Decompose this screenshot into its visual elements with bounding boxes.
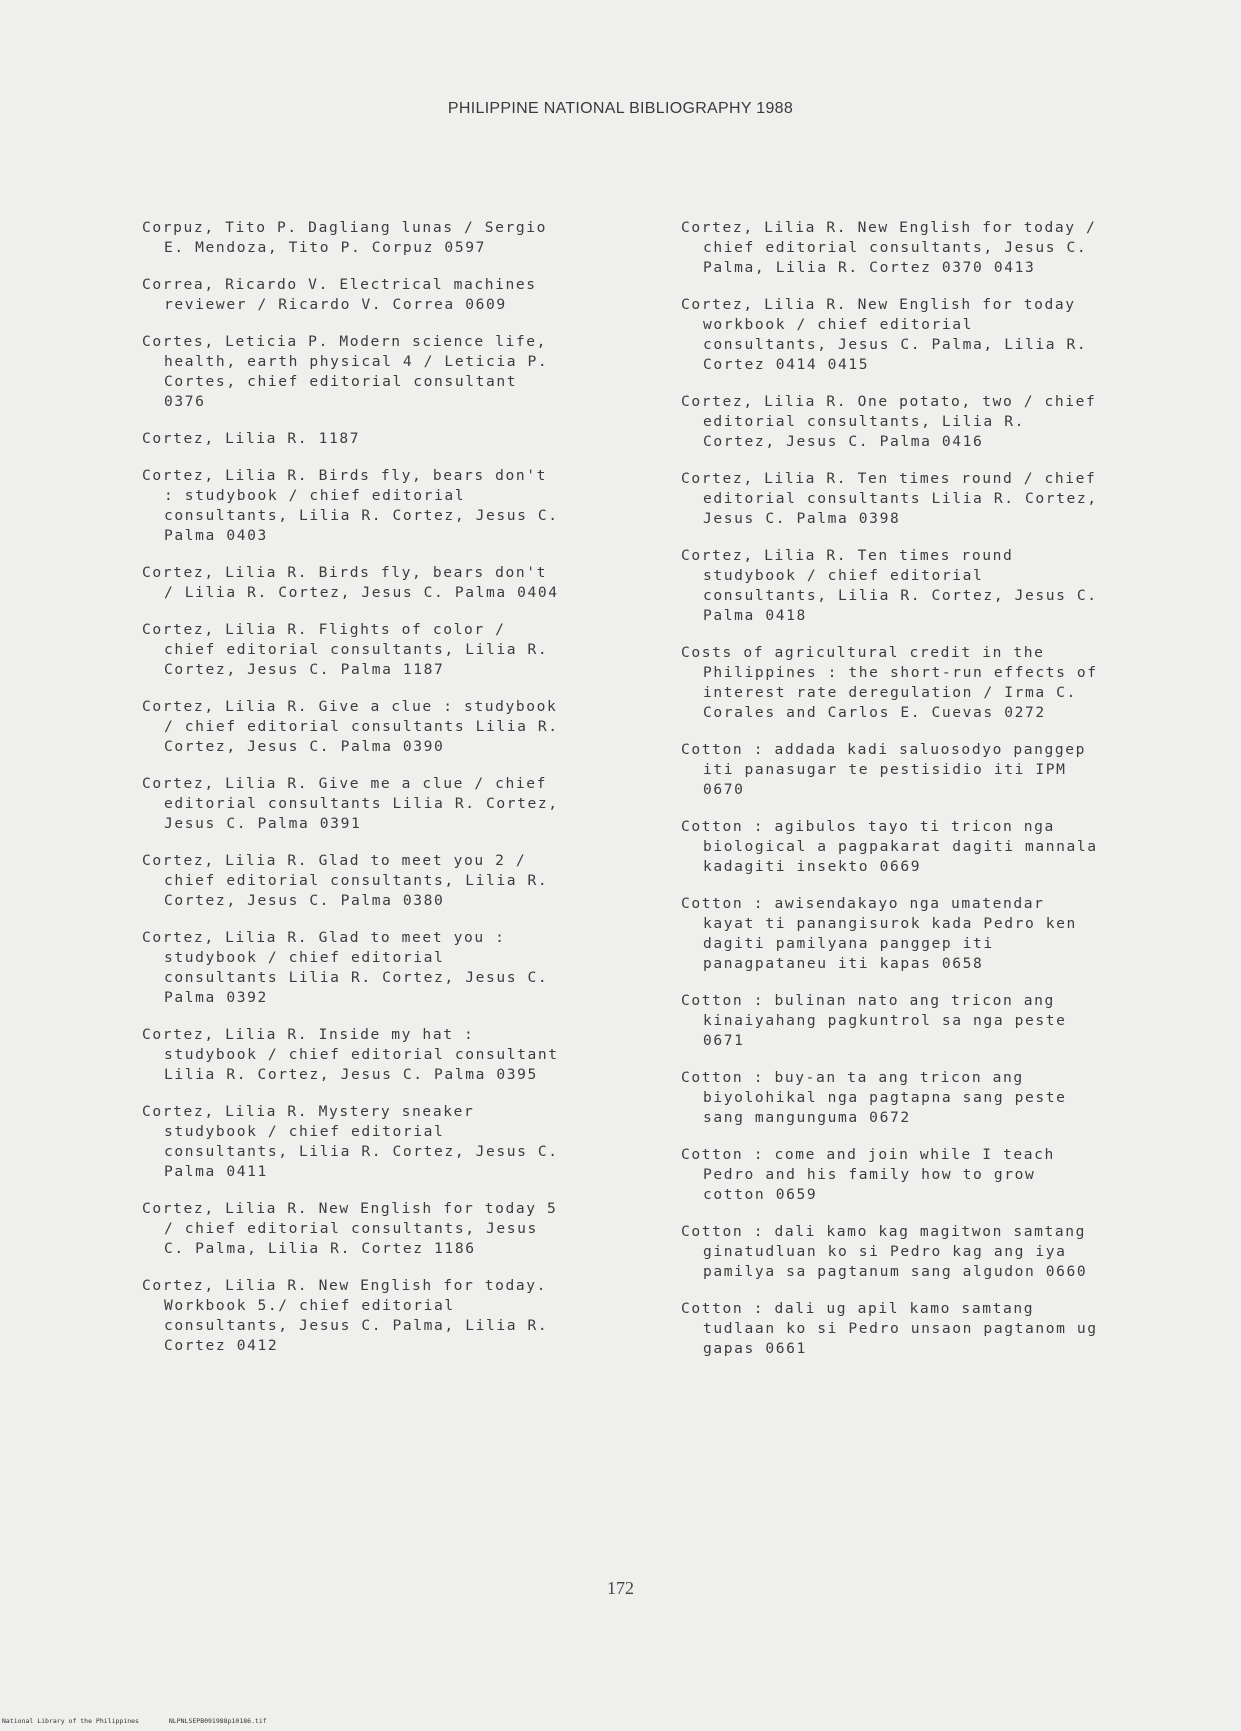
bibliography-entry: Cortez, Lilia R. One potato, two / chief editorial consultants, Lilia R. Cortez, Jesus C. Palma 0416 <box>681 393 1097 450</box>
bibliography-entry: Cortez, Lilia R. Glad to meet you : studybook / chief editorial consultants Lilia R. Cortez, Jesus C. Palma 0392 <box>142 929 549 1006</box>
left-column <box>142 218 632 1373</box>
bibliography-entry: Cotton : dali kamo kag magitwon samtang ginatudluan ko si Pedro kag ang iya pamilya sa pagtanum sang algudon 0660 <box>681 1223 1088 1280</box>
bibliography-entry: Cortez, Lilia R. New English for today. Workbook 5./ chief editorial consultants, Jesus C. Palma, Lilia R. Cortez 0412 <box>142 1277 549 1354</box>
bibliography-entry: Cortez, Lilia R. 1187 <box>142 430 361 447</box>
bibliography-entry: Cortez, Lilia R. New English for today 5 / chief editorial consultants, Jesus C. Palma, Lilia R. Cortez 1186 <box>142 1200 558 1257</box>
bibliography-entry: Cortez, Lilia R. Ten times round / chief editorial consultants Lilia R. Cortez, Jesus C. Palma 0398 <box>681 470 1098 527</box>
bibliography-entry: Cortez, Lilia R. New English for today workbook / chief editorial consultants, Jesus C. Palma, Lilia R. Cortez 0414 0415 <box>681 296 1088 373</box>
bibliography-entry: Cortez, Lilia R. New English for today / chief editorial consultants, Jesus C. Palma, Lilia R. Cortez 0370 0413 <box>681 219 1097 276</box>
bibliography-entry: Cortez, Lilia R. Give a clue : studybook / chief editorial consultants Lilia R. Cortez, Jesus C. Palma 0390 <box>142 698 559 755</box>
bibliography-entry: Costs of agricultural credit in the Philippines : the short-run effects of interest rate deregulation / Irma C. Corales and Carlos E. Cuevas 0272 <box>681 644 1098 721</box>
right-column <box>681 218 1181 1376</box>
bibliography-entry: Cotton : dali ug apil kamo samtang tudlaan ko si Pedro unsaon pagtanom ug gapas 0661 <box>681 1300 1098 1357</box>
bibliography-entry: Cotton : agibulos tayo ti tricon nga biological a pagpakarat dagiti mannala kadagiti insekto 0669 <box>681 818 1098 875</box>
bibliography-entry: Cortez, Lilia R. Ten times round studybook / chief editorial consultants, Lilia R. Cortez, Jesus C. Palma 0418 <box>681 547 1098 624</box>
bibliography-entry: Correa, Ricardo V. Electrical machines reviewer / Ricardo V. Correa 0609 <box>142 276 537 313</box>
bibliography-entry: Cortez, Lilia R. Inside my hat : studybook / chief editorial consultant Lilia R. Cortez, Jesus C. Palma 0395 <box>142 1026 559 1083</box>
bibliography-entry: Cortez, Lilia R. Mystery sneaker studybook / chief editorial consultants, Lilia R. Cortez, Jesus C. Palma 0411 <box>142 1103 559 1180</box>
bibliography-entry: Cortez, Lilia R. Give me a clue / chief editorial consultants Lilia R. Cortez, Jesus C. Palma 0391 <box>142 775 559 832</box>
footer-file-name: NLPNLSEPB091988p10186.tif <box>168 1717 267 1725</box>
bibliography-entry: Cotton : come and join while I teach Pedro and his family how to grow cotton 0659 <box>681 1146 1055 1203</box>
bibliography-entry: Corpuz, Tito P. Dagliang lunas / Sergio E. Mendoza, Tito P. Corpuz 0597 <box>142 219 548 256</box>
page-header-title: PHILIPPINE NATIONAL BIBLIOGRAPHY 1988 <box>447 100 794 117</box>
footer-library-name: National Library of the Philippines <box>2 1717 139 1725</box>
bibliography-entry: Cotton : bulinan nato ang tricon ang kinaiyahang pagkuntrol sa nga peste 0671 <box>681 992 1067 1049</box>
bibliography-entry: Cortez, Lilia R. Birds fly, bears don't / Lilia R. Cortez, Jesus C. Palma 0404 <box>142 564 559 601</box>
bibliography-entry: Cotton : buy-an ta ang tricon ang biyolohikal nga pagtapna sang peste sang mangunguma 0672 <box>681 1069 1067 1126</box>
scan-footer <box>2 1717 293 1725</box>
bibliography-entry: Cortez, Lilia R. Birds fly, bears don't : studybook / chief editorial consultants, Lilia R. Cortez, Jesus C. Palma 0403 <box>142 467 559 544</box>
bibliography-entry: Cortes, Leticia P. Modern science life, health, earth physical 4 / Leticia P. Cortes, chief editorial consultant 0376 <box>142 333 549 410</box>
bibliography-entry: Cotton : awisendakayo nga umatendar kayat ti panangisurok kada Pedro ken dagiti pamilyana panggep iti panagpataneu iti kapas 0658 <box>681 895 1077 972</box>
bibliography-entry: Cotton : addada kadi saluosodyo panggep iti panasugar te pestisidio iti IPM 0670 <box>681 741 1087 798</box>
page-number: 172 <box>607 1578 634 1598</box>
bibliography-entry: Cortez, Lilia R. Flights of color / chief editorial consultants, Lilia R. Cortez, Jesus C. Palma 1187 <box>142 621 549 678</box>
bibliography-entry: Cortez, Lilia R. Glad to meet you 2 / chief editorial consultants, Lilia R. Cortez, Jesus C. Palma 0380 <box>142 852 549 909</box>
